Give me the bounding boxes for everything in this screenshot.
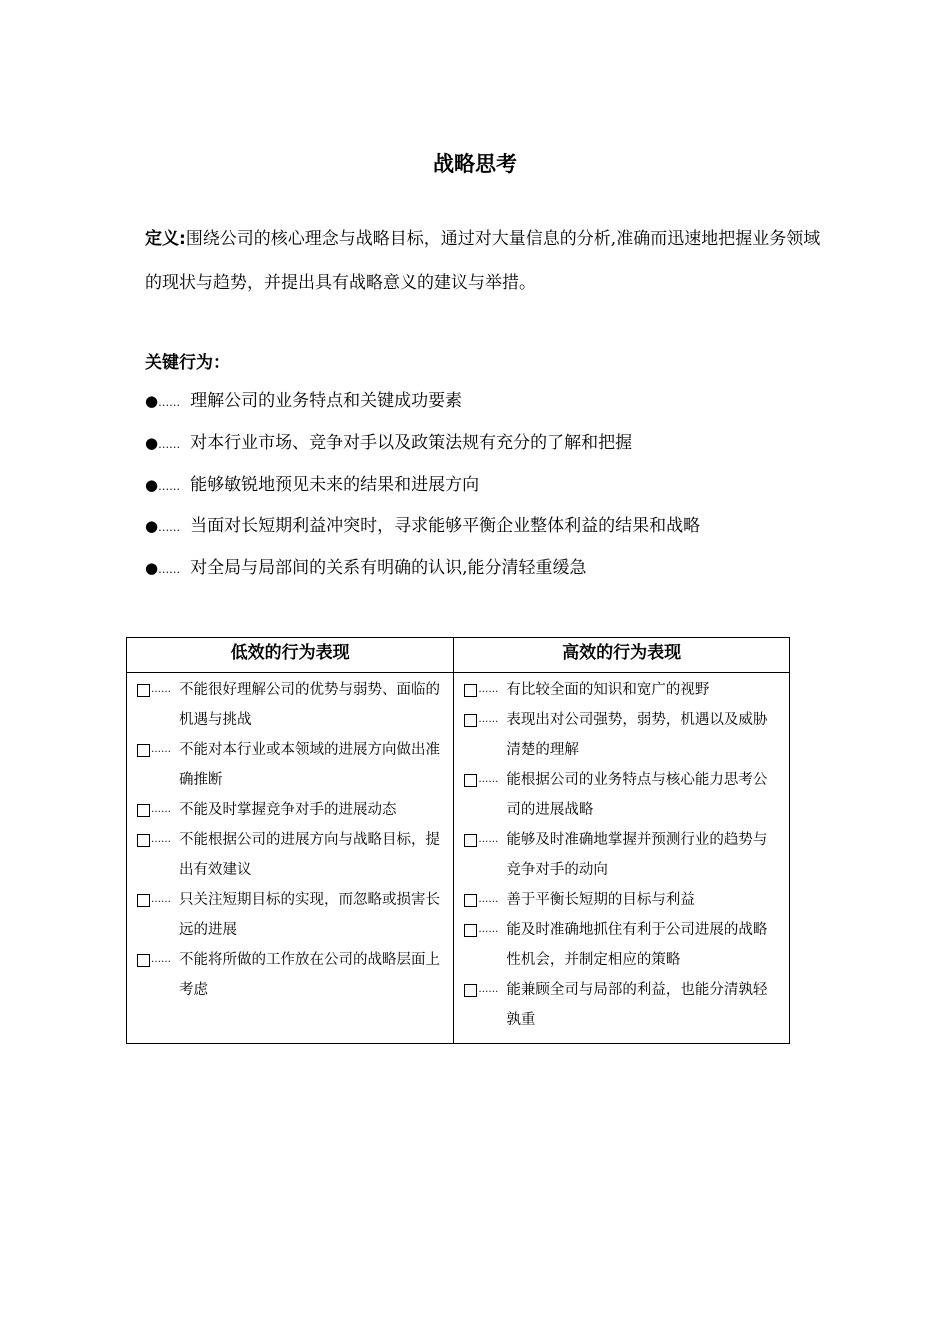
key-behavior-text: 对本行业市场、竞争对手以及政策法规有充分的了解和把握 (190, 432, 633, 453)
leader-dots: …… (478, 924, 499, 935)
key-behavior-text: 能够敏锐地预见未来的结果和进展方向 (190, 474, 480, 495)
checkbox-icon (137, 684, 150, 697)
behavior-table (126, 637, 790, 1044)
leader-dots: …… (151, 744, 171, 755)
checkbox-icon (137, 954, 150, 967)
checkbox-icon (137, 894, 150, 907)
leader-dots: …… (158, 396, 181, 409)
leader-dots: …… (151, 894, 171, 905)
high-effect-text: 善于平衡长短期的目标与利益 (506, 892, 695, 908)
checkbox-icon (464, 894, 477, 907)
leader-dots: …… (151, 684, 171, 695)
low-effect-item (137, 795, 443, 825)
low-effect-text: 不能很好理解公司的优势与弱势、面临的机遇与挑战 (179, 682, 440, 728)
high-effect-column (454, 673, 790, 1044)
checkbox-icon (137, 834, 150, 847)
high-effect-item (464, 885, 779, 915)
key-behavior-text: 对全局与局部间的关系有明确的认识,能分清轻重缓急 (190, 558, 587, 579)
high-effect-item (464, 705, 779, 765)
checkbox-icon (137, 744, 150, 757)
high-effect-text: 能兼顾全司与局部的利益，也能分清孰轻孰重 (506, 982, 768, 1028)
key-behavior-text: 理解公司的业务特点和关键成功要素 (190, 391, 463, 411)
checkbox-icon (464, 774, 477, 787)
definition-label: 定义: (145, 229, 186, 249)
key-behaviors-list (145, 385, 700, 594)
low-effect-item (137, 825, 443, 885)
leader-dots: …… (158, 437, 181, 451)
low-effect-text: 不能及时掌握竞争对手的进展动态 (179, 802, 397, 818)
checkbox-icon (464, 834, 477, 847)
page-title: 战略思考 (433, 152, 517, 176)
key-behavior-text: 当面对长短期利益冲突时，寻求能够平衡企业整体利益的结果和战略 (190, 516, 701, 537)
bullet-icon: ● (145, 433, 159, 452)
checkbox-icon (464, 684, 477, 697)
leader-dots: …… (478, 684, 499, 695)
high-effect-text: 能够及时准确地掌握并预测行业的趋势与竞争对手的动向 (506, 832, 768, 878)
checkbox-icon (464, 984, 477, 997)
high-effect-item (464, 765, 779, 825)
bullet-icon: ● (145, 517, 159, 536)
key-behavior-item (145, 427, 700, 469)
key-behavior-item (145, 385, 700, 427)
low-effect-header: 低效的行为表现 (127, 638, 454, 673)
low-effect-item (137, 675, 443, 735)
high-effect-text: 表现出对公司强势，弱势，机遇以及威胁清楚的理解 (506, 712, 768, 758)
checkbox-icon (464, 924, 477, 937)
high-effect-text: 能根据公司的业务特点与核心能力思考公司的进展战略 (506, 772, 768, 818)
leader-dots: …… (151, 804, 171, 815)
low-effect-item (137, 945, 443, 1005)
high-effect-header: 高效的行为表现 (454, 638, 790, 673)
high-effect-item (464, 825, 779, 885)
leader-dots: …… (158, 479, 181, 493)
leader-dots: …… (158, 563, 181, 577)
checkbox-icon (464, 714, 477, 727)
high-effect-item (464, 975, 779, 1035)
low-effect-text: 不能对本行业或本领域的进展方向做出准确推断 (179, 742, 440, 788)
low-effect-text: 只关注短期目标的实现，而忽略或损害长远的进展 (179, 892, 440, 938)
key-behavior-item (145, 552, 700, 594)
checkbox-icon (137, 804, 150, 817)
low-effect-column (127, 673, 454, 1044)
bullet-icon: ● (145, 475, 159, 494)
key-behavior-item (145, 510, 700, 552)
high-effect-item (464, 915, 779, 975)
leader-dots: …… (478, 834, 499, 845)
key-behaviors-title: 关键行为： (145, 353, 230, 373)
low-effect-item (137, 735, 443, 795)
leader-dots: …… (478, 894, 499, 905)
high-effect-text: 能及时准确地抓住有利于公司进展的战略性机会，并制定相应的策略 (506, 922, 768, 968)
high-effect-text: 有比较全面的知识和宽广的视野 (506, 682, 710, 698)
high-effect-item (464, 675, 779, 705)
leader-dots: …… (478, 984, 499, 995)
leader-dots: …… (151, 834, 171, 845)
low-effect-text: 不能将所做的工作放在公司的战略层面上考虑 (179, 952, 440, 998)
leader-dots: …… (478, 714, 499, 725)
definition-paragraph (145, 217, 825, 305)
leader-dots: …… (151, 954, 171, 965)
low-effect-text: 不能根据公司的进展方向与战略目标，提出有效建议 (179, 832, 440, 878)
definition-text: 围绕公司的核心理念与战略目标，通过对大量信息的分析,准确而迅速地把握业务领域的现状与趋势，并提出具有战略意义的建议与举措。 (145, 229, 821, 293)
leader-dots: …… (478, 774, 499, 785)
key-behavior-item (145, 469, 700, 511)
leader-dots: …… (158, 521, 181, 535)
bullet-icon: ● (145, 559, 159, 578)
low-effect-item (137, 885, 443, 945)
bullet-icon: ● (145, 392, 159, 410)
